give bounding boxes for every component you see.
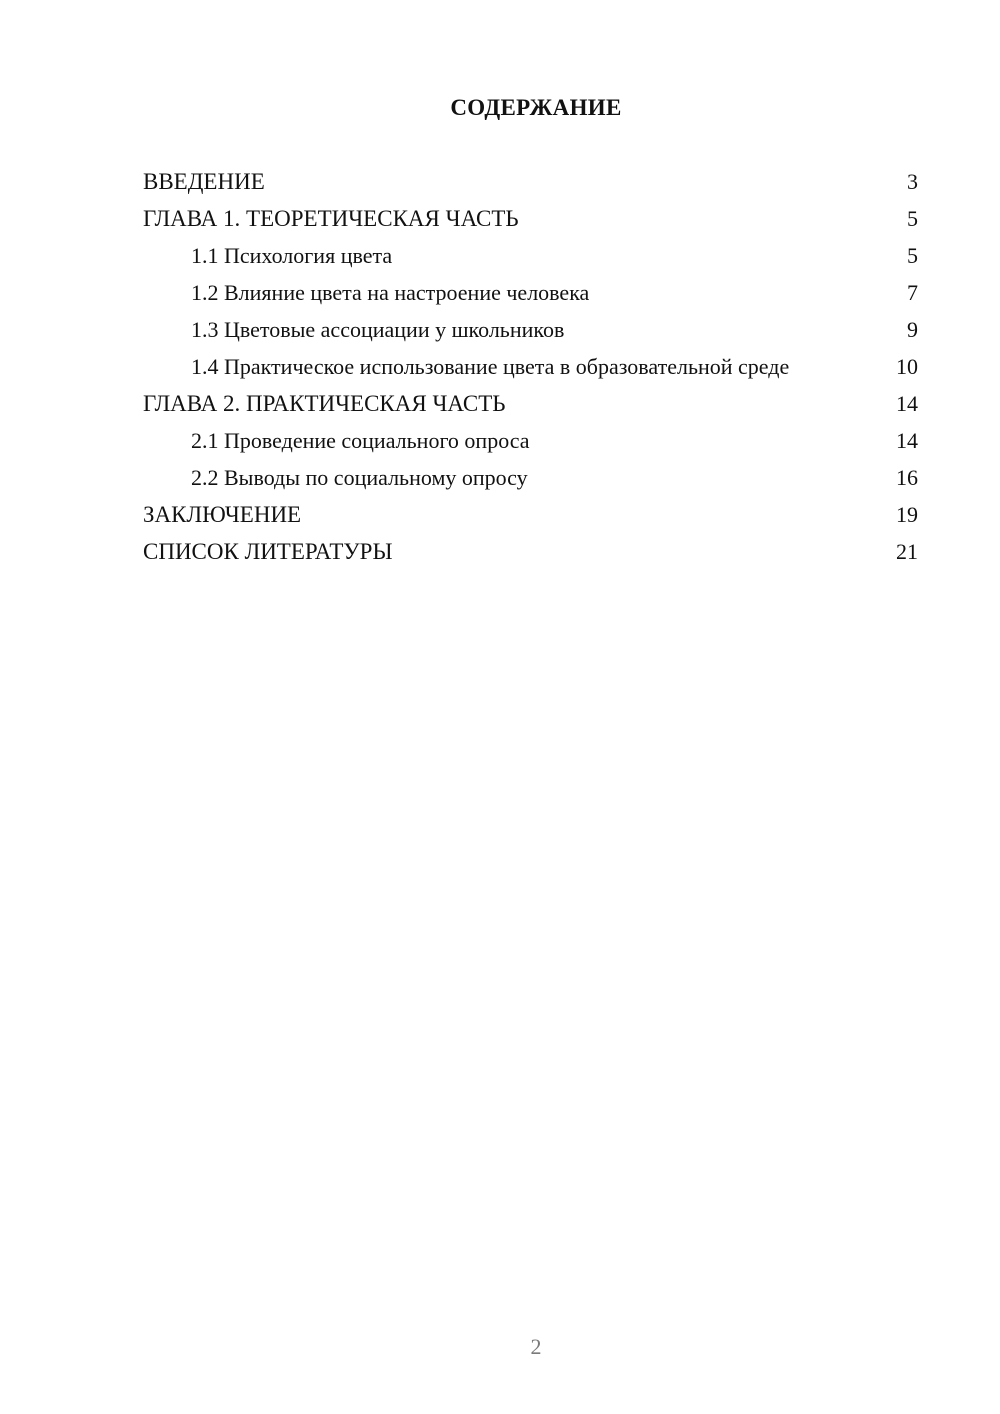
toc-entry-page: 14 [896, 391, 918, 416]
toc-entry-title: 2.2 Выводы по социальному опросу [191, 465, 528, 490]
toc-entry-section-2-2[interactable] [143, 464, 918, 492]
toc-entry-section-1-4[interactable] [143, 353, 918, 381]
toc-entry-page: 10 [896, 354, 918, 379]
toc-entry-page: 3 [907, 169, 918, 194]
toc-entry-title: ГЛАВА 2. ПРАКТИЧЕСКАЯ ЧАСТЬ [143, 391, 506, 416]
toc-entry-conclusion[interactable] [143, 501, 918, 529]
toc-entry-chapter-2[interactable] [143, 390, 918, 418]
toc-entry-section-1-3[interactable] [143, 316, 918, 344]
toc-entry-page: 19 [896, 502, 918, 527]
toc-entry-page: 5 [907, 243, 918, 268]
toc-entry-section-1-1[interactable] [143, 242, 918, 270]
toc-entry-section-2-1[interactable] [143, 427, 918, 455]
toc-entry-references[interactable] [143, 538, 918, 566]
toc-entry-page: 9 [907, 317, 918, 342]
toc-entry-section-1-2[interactable] [143, 279, 918, 307]
toc-entry-chapter-1[interactable] [143, 205, 918, 233]
toc-entry-title: 2.1 Проведение социального опроса [191, 428, 530, 453]
toc-entry-title: ГЛАВА 1. ТЕОРЕТИЧЕСКАЯ ЧАСТЬ [143, 206, 519, 231]
toc-entry-title: 1.1 Психология цвета [191, 243, 393, 268]
toc-entry-title: ВВЕДЕНИЕ [143, 169, 265, 194]
toc-entry-page: 7 [907, 280, 918, 305]
toc-entry-page: 5 [907, 206, 918, 231]
page-number: 2 [530, 1334, 542, 1359]
toc-entry-introduction[interactable] [143, 168, 918, 196]
toc-entry-title: СПИСОК ЛИТЕРАТУРЫ [143, 539, 393, 564]
toc-entry-title: ЗАКЛЮЧЕНИЕ [143, 502, 302, 527]
toc-entry-page: 16 [896, 465, 918, 490]
page-title: СОДЕРЖАНИЕ [450, 95, 622, 120]
table-of-contents [143, 168, 918, 575]
toc-entry-title: 1.3 Цветовые ассоциации у школьников [191, 317, 565, 342]
toc-entry-title: 1.2 Влияние цвета на настроение человека [191, 280, 590, 305]
toc-entry-page: 21 [896, 539, 918, 564]
toc-entry-page: 14 [896, 428, 918, 453]
toc-entry-title: 1.4 Практическое использование цвета в образовательной среде [191, 354, 790, 379]
